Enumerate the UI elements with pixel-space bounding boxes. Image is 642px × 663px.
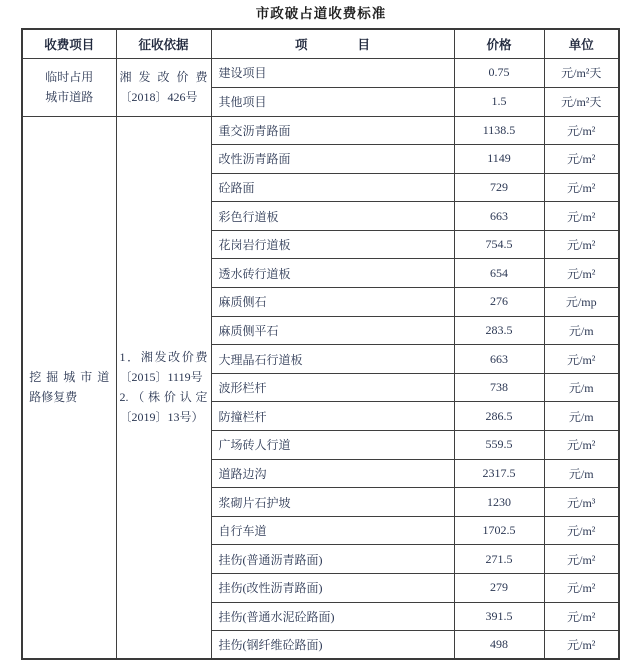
project-cell: 大理晶石行道板 [211,345,454,374]
price-cell: 654 [454,259,544,288]
price-cell: 1138.5 [454,116,544,145]
col-header-unit: 单位 [544,29,619,58]
price-cell: 283.5 [454,316,544,345]
fee-item-line: 路修复费 [29,390,78,405]
price-cell: 663 [454,202,544,231]
unit-cell: 元/m² [544,202,619,231]
unit-cell: 元/m² [544,345,619,374]
price-cell: 1702.5 [454,516,544,545]
project-cell: 改性沥青路面 [211,145,454,174]
project-cell: 挂伤(改性沥青路面) [211,574,454,603]
unit-cell: 元/m [544,459,619,488]
price-cell: 391.5 [454,602,544,631]
project-cell: 透水砖行道板 [211,259,454,288]
col-header-fee-item: 收费项目 [22,29,116,58]
price-cell: 1.5 [454,87,544,116]
basis-line: 湘发改价费 [119,70,208,84]
basis-line: 〔2018〕426号 [119,90,198,104]
project-cell: 自行车道 [211,516,454,545]
col-header-basis: 征收依据 [116,29,211,58]
fee-item-line: 城市道路 [45,90,94,104]
project-cell: 挂伤(普通沥青路面) [211,545,454,574]
project-cell: 麻质侧石 [211,288,454,317]
price-cell: 0.75 [454,58,544,87]
price-cell: 2317.5 [454,459,544,488]
price-cell: 754.5 [454,230,544,259]
project-cell: 浆砌片石护坡 [211,488,454,517]
project-cell: 道路边沟 [211,459,454,488]
unit-cell: 元/m² [544,116,619,145]
page-title: 市政破占道收费标准 [255,6,387,21]
section-road-repair [22,116,619,659]
price-cell: 279 [454,574,544,603]
price-cell: 663 [454,345,544,374]
unit-cell: 元/m [544,373,619,402]
price-cell: 286.5 [454,402,544,431]
unit-cell: 元/m² [544,259,619,288]
basis-line: 1．湘发改价费 [119,350,208,365]
header-row [22,29,619,58]
section-temporary-occupation [22,58,619,116]
project-cell: 其他项目 [211,87,454,116]
price-cell: 738 [454,373,544,402]
project-cell: 波形栏杆 [211,373,454,402]
table-row [22,58,619,87]
project-cell: 防撞栏杆 [211,402,454,431]
col-header-project: 项 目 [211,29,454,58]
unit-cell: 元/m² [544,516,619,545]
basis-line: 〔2019〕13号） [119,410,204,425]
price-cell: 276 [454,288,544,317]
unit-cell: 元/m [544,402,619,431]
unit-cell: 元/m [544,316,619,345]
unit-cell: 元/m² [544,230,619,259]
unit-cell: 元/m² [544,431,619,460]
unit-cell: 元/m²天 [544,58,619,87]
price-cell: 498 [454,631,544,660]
price-cell: 729 [454,173,544,202]
table-row [22,116,619,145]
project-cell: 挂伤(钢纤维砼路面) [211,631,454,660]
unit-cell: 元/m² [544,574,619,603]
project-cell: 重交沥青路面 [211,116,454,145]
price-cell: 1149 [454,145,544,174]
project-cell: 建设项目 [211,58,454,87]
fee-item-cell [22,116,116,659]
fee-item-line: 临时占用 [45,70,94,84]
unit-cell: 元/m³ [544,488,619,517]
basis-cell [116,116,211,659]
unit-cell: 元/m² [544,602,619,631]
fee-item-line: 挖掘城市道 [29,370,110,385]
unit-cell: 元/mp [544,288,619,317]
price-cell: 559.5 [454,431,544,460]
price-cell: 1230 [454,488,544,517]
unit-cell: 元/m²天 [544,87,619,116]
project-cell: 花岗岩行道板 [211,230,454,259]
unit-cell: 元/m² [544,631,619,660]
fee-item-cell [22,58,116,116]
unit-cell: 元/m² [544,545,619,574]
project-cell: 彩色行道板 [211,202,454,231]
fee-standard-table [21,28,620,660]
project-cell: 广场砖人行道 [211,431,454,460]
basis-cell [116,58,211,116]
basis-line: 2.（株价认定 [119,390,208,405]
col-header-price: 价格 [454,29,544,58]
unit-cell: 元/m² [544,173,619,202]
project-cell: 砼路面 [211,173,454,202]
project-cell: 麻质侧平石 [211,316,454,345]
unit-cell: 元/m² [544,145,619,174]
basis-line: 〔2015〕1119号 [119,370,203,385]
price-cell: 271.5 [454,545,544,574]
project-cell: 挂伤(普通水泥砼路面) [211,602,454,631]
